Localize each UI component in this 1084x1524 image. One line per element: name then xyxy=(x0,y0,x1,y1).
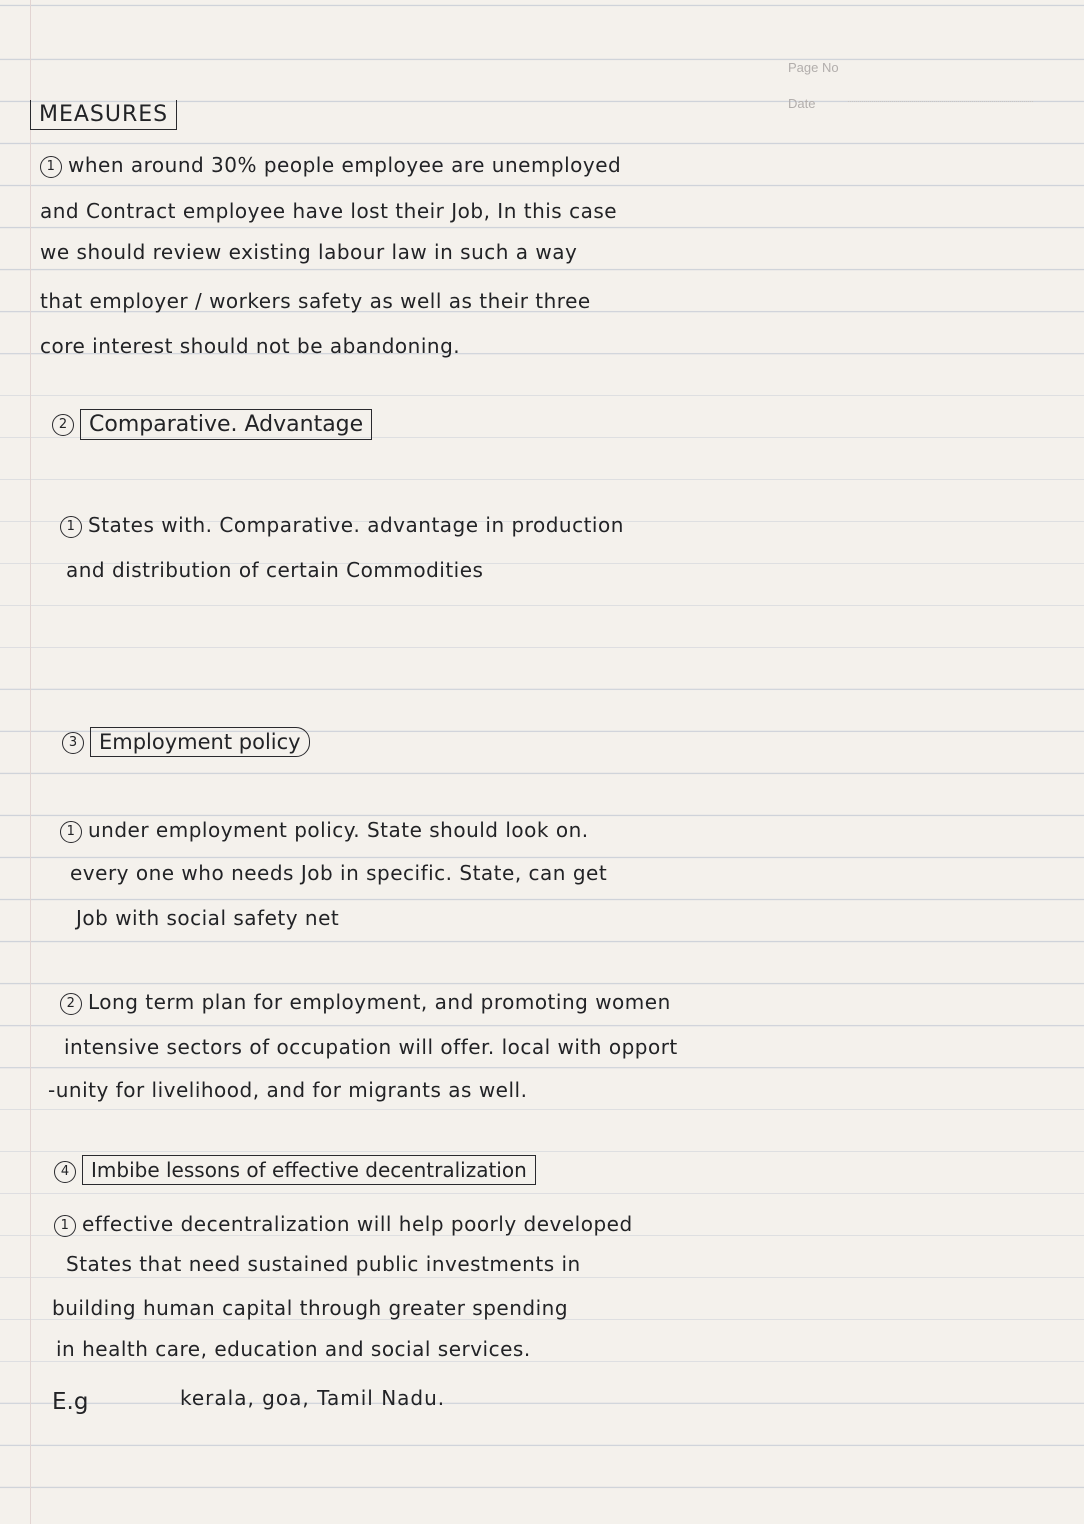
section3-item2-number: 2 xyxy=(60,993,82,1015)
point1-text-1: when around 30% people employee are unemployed xyxy=(68,153,622,177)
page-no-label: Page No xyxy=(788,60,839,75)
section3-item1-line-2: every one who needs Job in specific. State, can get xyxy=(70,861,608,885)
section2-item1-line-1 xyxy=(60,513,1070,538)
section4-item1-line-3: building human capital through greater spending xyxy=(52,1296,569,1320)
point1-line-2: and Contract employee have lost their Job, In this case xyxy=(40,199,618,223)
point1-line-5: core interest should not be abandoning. xyxy=(40,334,461,358)
section4-item1-text-1: effective decentralization will help poorly developed xyxy=(82,1212,633,1236)
margin-line xyxy=(30,0,31,1524)
main-heading-text: MEASURES xyxy=(39,102,169,127)
section4-item1-number: 1 xyxy=(54,1215,76,1237)
section2-heading xyxy=(52,412,372,437)
section4-item1-line-1 xyxy=(54,1212,1064,1237)
section3-item2-text-1: Long term plan for employment, and promoting women xyxy=(88,990,671,1014)
date-underline xyxy=(848,101,1033,102)
section4-heading xyxy=(54,1158,536,1183)
section2-item1-line-2: and distribution of certain Commodities xyxy=(66,558,484,582)
point1-number: 1 xyxy=(40,156,62,178)
section3-item1-line-1 xyxy=(60,818,1070,843)
section4-item1-line-4: in health care, education and social services. xyxy=(56,1337,531,1361)
point1-line-4: that employer / workers safety as well as their three xyxy=(40,289,591,313)
point1-line-1 xyxy=(40,153,1050,178)
main-heading xyxy=(30,100,177,130)
section2-item1-number: 1 xyxy=(60,516,82,538)
section3-title: Employment policy xyxy=(90,727,310,757)
section3-item1-line-3: Job with social safety net xyxy=(76,906,340,930)
section3-heading xyxy=(62,730,310,754)
section3-item2-line-2: intensive sectors of occupation will offer. local with opport xyxy=(64,1035,678,1059)
section4-item1-line-2: States that need sustained public investments in xyxy=(66,1252,581,1276)
section2-item1-text-1: States with. Comparative. advantage in production xyxy=(88,513,624,537)
section3-number: 3 xyxy=(62,732,84,754)
point1-line-3: we should review existing labour law in such a way xyxy=(40,240,578,264)
section3-item2-line-1 xyxy=(60,990,1070,1015)
example-label: E.g xyxy=(52,1389,89,1415)
section3-item2-line-3: -unity for livelihood, and for migrants as well. xyxy=(48,1078,528,1102)
section2-title: Comparative. Advantage xyxy=(80,409,372,440)
section4-title: Imbibe lessons of effective decentralization xyxy=(82,1155,536,1185)
example-text: kerala, goa, Tamil Nadu. xyxy=(180,1386,446,1410)
section4-number: 4 xyxy=(54,1161,76,1183)
date-label: Date xyxy=(788,96,816,111)
section3-item1-number: 1 xyxy=(60,821,82,843)
section3-item1-text-1: under employment policy. State should look on. xyxy=(88,818,589,842)
section2-number: 2 xyxy=(52,414,74,436)
